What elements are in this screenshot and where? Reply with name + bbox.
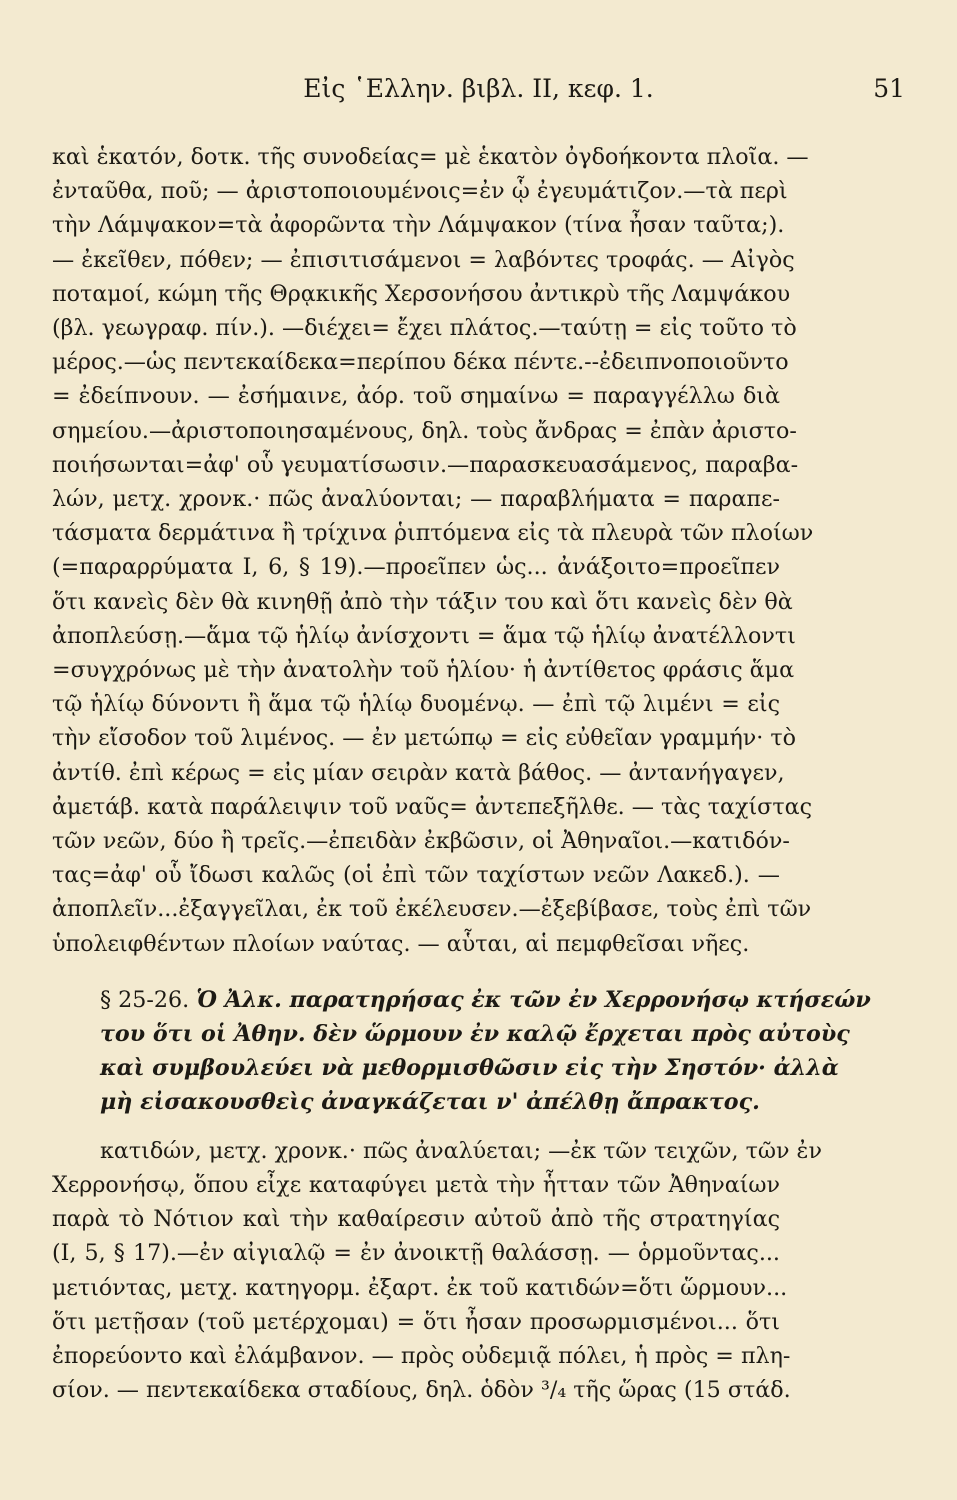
- text-line: τὴν εἴσοδον τοῦ λιμένος. — ἐν μετώπῳ = εἰς εὐθεῖαν γραμμήν· τὸ: [52, 725, 797, 752]
- text-line: ὑπολειφθέντων πλοίων ναύτας. — αὗται, αἱ πεμφθεῖσαι νῆες.: [52, 930, 750, 957]
- text-line: λών, μετχ. χρονκ.· πῶς ἀναλύονται; — παραβλήματα = παραπε-: [52, 486, 780, 513]
- text-line: ἀποπλεῖν...ἐξαγγεῖλαι, ἐκ τοῦ ἐκέλευσεν.—ἐξεβίβασε, τοὺς ἐπὶ τῶν: [52, 896, 812, 923]
- commentary-paragraph-1: [52, 140, 814, 961]
- text-line: ἀποπλεύσῃ.—ἅμα τῷ ἡλίῳ ἀνίσχοντι = ἅμα τῷ ἡλίῳ ἀνατέλλοντι: [52, 622, 796, 649]
- text-line: ἀμετάβ. κατὰ παράλειψιν τοῦ ναῦς= ἀντεπεξῆλθε. — τὰς ταχίστας: [52, 793, 812, 820]
- text-line: (βλ. γεωγραφ. πίν.). —διέχει= ἔχει πλάτος.—ταύτῃ = εἰς τοῦτο τὸ: [52, 315, 797, 342]
- text-line: (I, 5, § 17).—ἐν αἰγιαλῷ = ἐν ἀνοικτῇ θαλάσσῃ. — ὁρμοῦντας...: [52, 1240, 780, 1267]
- commentary-paragraph-2: [52, 1134, 822, 1408]
- text-line: τας=ἀφ' οὗ ἴδωσι καλῶς (οἱ ἐπὶ τῶν ταχίστων νεῶν Λακεδ.). —: [52, 862, 780, 889]
- section-heading-line: μὴ εἰσακουσθεὶς ἀναγκάζεται ν' ἀπέλθῃ ἄπρακτος.: [100, 1089, 760, 1116]
- text-line: τῶν νεῶν, δύο ἢ τρεῖς.—ἐπειδὰν ἐκβῶσιν, οἱ Ἀθηναῖοι.—κατιδόν-: [52, 828, 790, 855]
- text-line: ἐπορεύοντο καὶ ἐλάμβανον. — πρὸς οὐδεμιᾷ πόλει, ἡ πρὸς = πλη-: [52, 1342, 791, 1369]
- text-line: τάσματα δερμάτινα ἢ τρίχινα ῥιπτόμενα εἰς τὰ πλευρὰ τῶν πλοίων: [52, 520, 814, 547]
- running-title: Εἰς ῾Ελλην. βιβλ. II, κεφ. 1.: [303, 74, 654, 103]
- text-line: ἀντίθ. ἐπὶ κέρως = εἰς μίαν σειρὰν κατὰ βάθος. — ἀντανήγαγεν,: [52, 759, 785, 786]
- page-header: [52, 68, 905, 108]
- text-line: σίον. — πεντεκαίδεκα σταδίους, δηλ. ὁδὸν ³/₄ τῆς ὥρας (15 στάδ.: [52, 1377, 791, 1404]
- spacer: [52, 1120, 780, 1134]
- page-number: 51: [873, 74, 905, 103]
- text-line: Χερρονήσῳ, ὅπου εἶχε καταφύγει μετὰ τὴν ἧτταν τῶν Ἀθηναίων: [52, 1171, 780, 1198]
- text-line: ποταμοί, κώμη τῆς Θρᾳκικῆς Χερσονήσου ἀντικρὺ τῆς Λαμψάκου: [52, 280, 791, 307]
- text-line: κατιδών, μετχ. χρονκ.· πῶς ἀναλύεται; —ἐκ τῶν τειχῶν, τῶν ἐν: [100, 1137, 822, 1164]
- section-heading-line: του ὅτι οἱ Ἀθην. δὲν ὥρμουν ἐν καλῷ ἔρχεται πρὸς αὐτοὺς: [100, 1021, 850, 1048]
- text-line: ποιήσωνται=ἀφ' οὗ γευματίσωσιν.—παρασκευασάμενος, παραβα-: [52, 451, 799, 478]
- text-line: παρὰ τὸ Νότιον καὶ τὴν καθαίρεσιν αὐτοῦ ἀπὸ τῆς στρατηγίας: [52, 1206, 780, 1233]
- text-line: = ἐδείπνουν. — ἐσήμαινε, ἀόρ. τοῦ σημαίνω = παραγγέλλω διὰ: [52, 383, 780, 410]
- section-heading-text: Ὁ Ἀλκ. παρατηρήσας ἐκ τῶν ἐν Χερρονήσῳ κτήσεών: [196, 986, 871, 1013]
- page-body: [52, 140, 871, 1407]
- text-line: (=παραρρύματα I, 6, § 19).—προεῖπεν ὡς... ἀνάξοιτο=προεῖπεν: [52, 554, 780, 581]
- section-number: § 25-26.: [100, 986, 190, 1013]
- text-line: καὶ ἑκατόν, δοτκ. τῆς συνοδείας= μὲ ἑκατὸν ὀγδοήκοντα πλοῖα. —: [52, 144, 809, 170]
- text-line: σημείου.—ἀριστοποιησαμένους, δηλ. τοὺς ἄνδρας = ἐπὰν ἀριστο-: [52, 417, 797, 444]
- text-line: =συγχρόνως μὲ τὴν ἀνατολὴν τοῦ ἡλίου· ἡ ἀντίθετος φράσις ἅμα: [52, 657, 795, 684]
- text-line: τὴν Λάμψακον=τὰ ἀφορῶντα τὴν Λάμψακον (τίνα ἦσαν ταῦτα;).: [52, 212, 785, 239]
- text-line: ὅτι μετῇσαν (τοῦ μετέρχομαι) = ὅτι ἦσαν προσωρμισμένοι... ὅτι: [52, 1308, 780, 1335]
- text-line: τῷ ἡλίῳ δύνοντι ἢ ἅμα τῷ ἡλίῳ δυομένῳ. — ἐπὶ τῷ λιμένι = εἰς: [52, 691, 780, 718]
- text-line: ὅτι κανεὶς δὲν θὰ κινηθῇ ἀπὸ τὴν τάξιν του καὶ ὅτι κανεὶς δὲν θὰ: [52, 588, 793, 615]
- section-heading: [52, 983, 871, 1120]
- section-heading-line: [52, 983, 871, 1017]
- text-line: — ἐκεῖθεν, πόθεν; — ἐπισιτισάμενοι = λαβόντες τροφάς. — Αἰγὸς: [52, 246, 795, 273]
- text-line: μέρος.—ὡς πεντεκαίδεκα=περίπου δέκα πέντε.--ἐδειπνοποιοῦντο: [52, 349, 789, 376]
- text-line: μετιόντας, μετχ. κατηγορμ. ἐξαρτ. ἐκ τοῦ κατιδών=ὅτι ὥρμουν...: [52, 1274, 788, 1301]
- text-line: ἐνταῦθα, ποῦ; — ἀριστοποιουμένοις=ἐν ᾧ ἐγευμάτιζον.—τὰ περὶ: [52, 178, 788, 205]
- section-heading-line: καὶ συμβουλεύει νὰ μεθορμισθῶσιν εἰς τὴν Σηστόν· ἀλλὰ: [100, 1055, 839, 1082]
